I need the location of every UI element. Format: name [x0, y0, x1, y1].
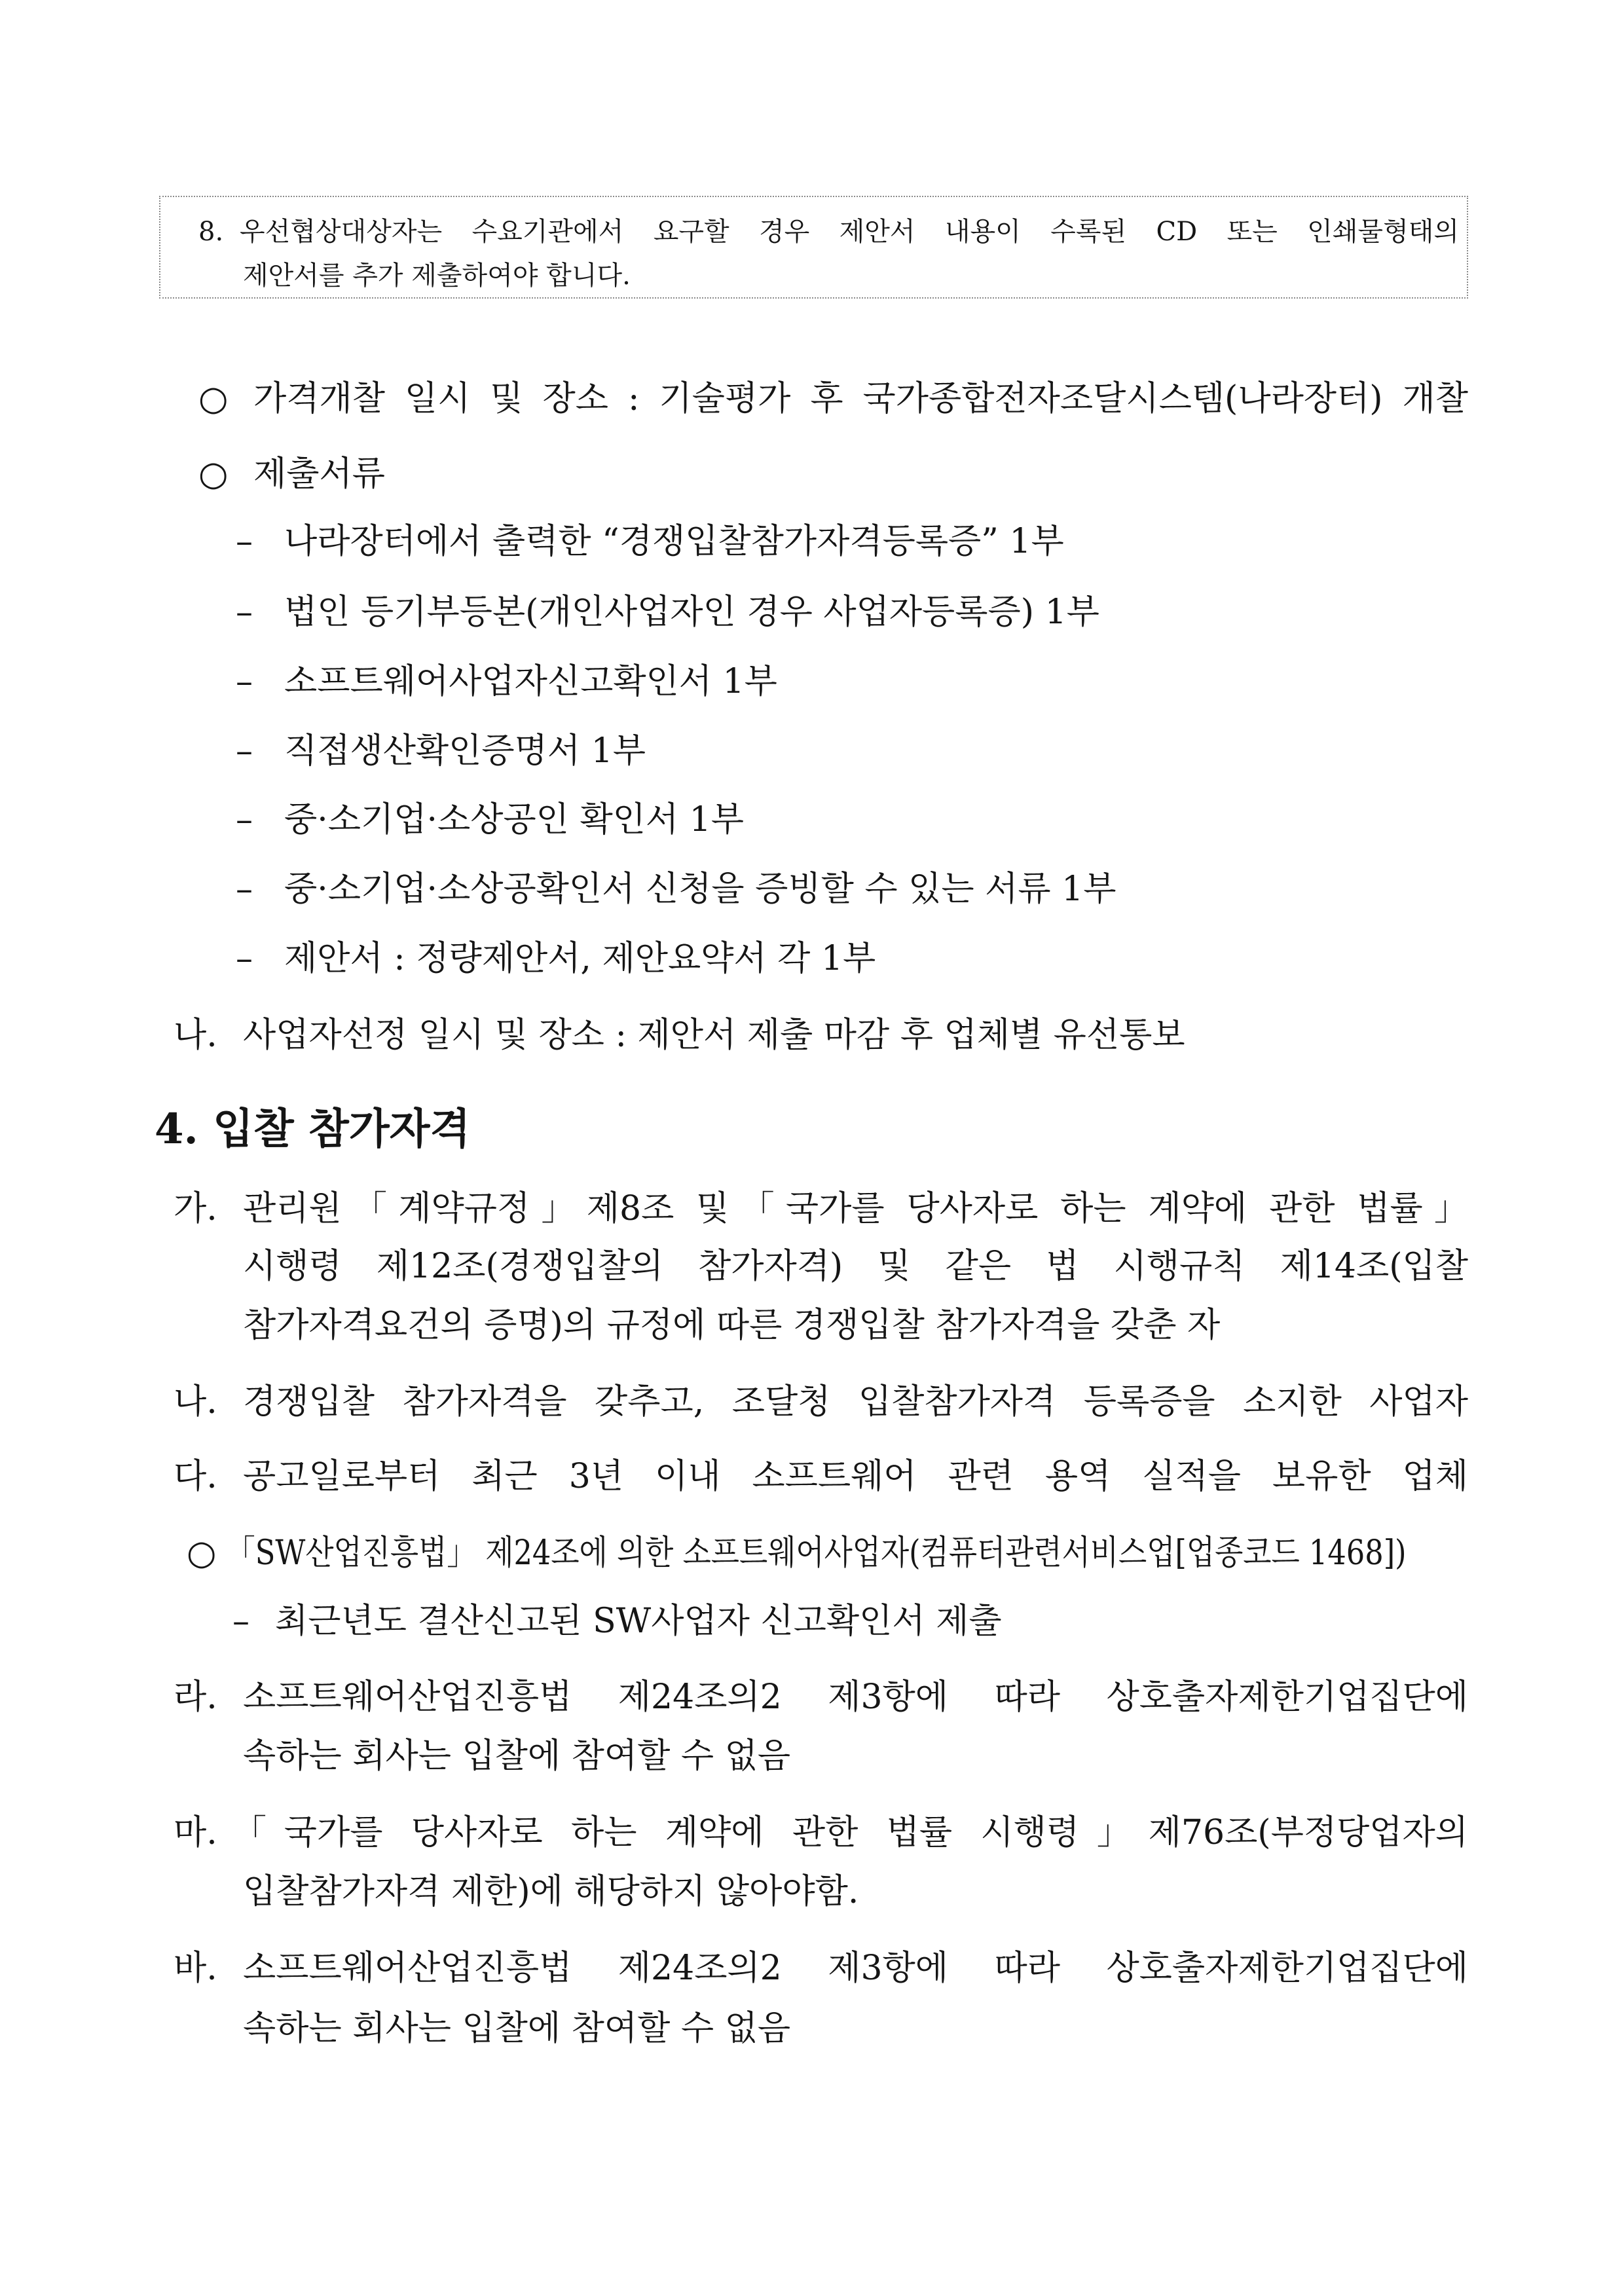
paragraph-line	[0, 1245, 1624, 1287]
notice-line-1	[0, 215, 1624, 248]
paragraph-line	[0, 1812, 1624, 1854]
item-marker: 다.	[174, 1457, 217, 1496]
list-item	[0, 730, 1624, 772]
paragraph-text: 소프트웨어산업진흥법 제24조의2 제3항에 따라 상호출자제한기업집단에	[243, 1949, 1468, 1988]
paragraph-line	[0, 1735, 1624, 1777]
list-item-text: 법인 등기부등본(개인사업자인 경우 사업자등록증) 1부	[284, 593, 1099, 632]
dash-bullet: –	[236, 731, 253, 771]
dash-bullet: –	[236, 870, 253, 909]
paragraph-line	[0, 1947, 1624, 1989]
documents-title-line	[0, 453, 1624, 495]
circle-bullet: ○	[187, 1533, 217, 1573]
paragraph-line	[0, 1456, 1624, 1497]
sub-sub-item-text: 최근년도 결산신고된 SW사업자 신고확인서 제출	[275, 1602, 1002, 1641]
paragraph-text: 속하는 회사는 입찰에 참여할 수 없음	[243, 1736, 791, 1776]
paragraph-line	[0, 2008, 1624, 2049]
dash-bullet: –	[236, 662, 253, 701]
circle-bullet: ○	[198, 379, 229, 418]
selection-line	[0, 1014, 1624, 1056]
paragraph-text: 경쟁입찰 참가자격을 갖추고, 조달청 입찰참가자격 등록증을 소지한 사업자	[243, 1382, 1468, 1422]
list-item-text: 중·소기업·소상공확인서 신청을 증빙할 수 있는 서류 1부	[284, 870, 1116, 909]
list-item	[0, 591, 1624, 633]
item-marker: 나.	[174, 1382, 217, 1422]
item-marker: 마.	[174, 1813, 217, 1852]
list-item-text: 제안서 : 정량제안서, 제안요약서 각 1부	[284, 939, 876, 978]
list-item	[0, 799, 1624, 841]
paragraph-text: 속하는 회사는 입찰에 참여할 수 없음	[243, 2009, 791, 2048]
notice-marker: 8.	[198, 217, 224, 247]
selection-text: 사업자선정 일시 및 장소 : 제안서 제출 마감 후 업체별 유선통보	[243, 1016, 1185, 1055]
list-item-text: 직접생산확인증명서 1부	[284, 731, 646, 771]
item-marker: 나.	[174, 1016, 217, 1055]
paragraph-text: 시행령 제12조(경쟁입찰의 참가자격) 및 같은 법 시행규칙 제14조(입찰	[243, 1247, 1468, 1286]
paragraph-text: 소프트웨어산업진흥법 제24조의2 제3항에 따라 상호출자제한기업집단에	[243, 1678, 1468, 1717]
list-item	[0, 521, 1624, 562]
paragraph-text: 관리원「계약규정」제8조 및「국가를 당사자로 하는 계약에 관한 법률」	[243, 1189, 1468, 1228]
notice-text-1: 우선협상대상자는 수요기관에서 요구할 경우 제안서 내용이 수록된 CD 또는 인쇄물형태의	[240, 217, 1459, 247]
notice-line-2	[0, 259, 1624, 292]
item-marker: 라.	[174, 1678, 217, 1717]
dash-bullet: –	[236, 522, 253, 561]
paragraph-line	[0, 1871, 1624, 1913]
section-title: 4. 입찰 참가자격	[155, 1105, 471, 1154]
list-item	[0, 868, 1624, 910]
price-opening-text: 가격개찰 일시 및 장소 : 기술평가 후 국가종합전자조달시스템(나라장터) 개찰	[253, 379, 1468, 418]
list-item-text: 중·소기업·소상공인 확인서 1부	[284, 800, 744, 839]
list-item-text: 나라장터에서 출력한 “경쟁입찰참가자격등록증” 1부	[284, 522, 1064, 561]
item-marker: 가.	[174, 1189, 217, 1228]
paragraph-line	[0, 1188, 1624, 1230]
circle-bullet: ○	[198, 454, 229, 494]
paragraph-text: 입찰참가자격 제한)에 해당하지 않아야함.	[243, 1872, 859, 1911]
dash-bullet: –	[236, 800, 253, 839]
paragraph-line	[0, 1381, 1624, 1423]
dash-bullet: –	[236, 593, 253, 632]
list-item	[0, 938, 1624, 980]
paragraph-line	[0, 1676, 1624, 1718]
paragraph-text: 참가자격요건의 증명)의 규정에 따른 경쟁입찰 참가자격을 갖춘 자	[243, 1306, 1221, 1345]
section-heading	[0, 1103, 1624, 1156]
item-marker: 바.	[174, 1949, 217, 1988]
paragraph-line	[0, 1304, 1624, 1346]
dash-bullet: –	[236, 939, 253, 978]
list-item	[0, 661, 1624, 703]
paragraph-text: 공고일로부터 최근 3년 이내 소프트웨어 관련 용역 실적을 보유한 업체	[243, 1457, 1468, 1496]
documents-title: 제출서류	[253, 454, 385, 494]
sub-item-line	[0, 1532, 1624, 1574]
list-item-text: 소프트웨어사업자신고확인서 1부	[284, 662, 777, 701]
sub-item-text: 「SW산업진흥법」 제24조에 의한 소프트웨어사업자(컴퓨터관련서비스업[업종코드 1468])	[226, 1533, 1407, 1573]
dash-bullet: –	[232, 1602, 249, 1641]
notice-text-2: 제안서를 추가 제출하여야 합니다.	[243, 261, 631, 291]
price-opening-line	[0, 378, 1624, 420]
paragraph-text: 「국가를 당사자로 하는 계약에 관한 법률 시행령」제76조(부정당업자의	[232, 1813, 1468, 1852]
sub-sub-item-line	[0, 1600, 1624, 1642]
